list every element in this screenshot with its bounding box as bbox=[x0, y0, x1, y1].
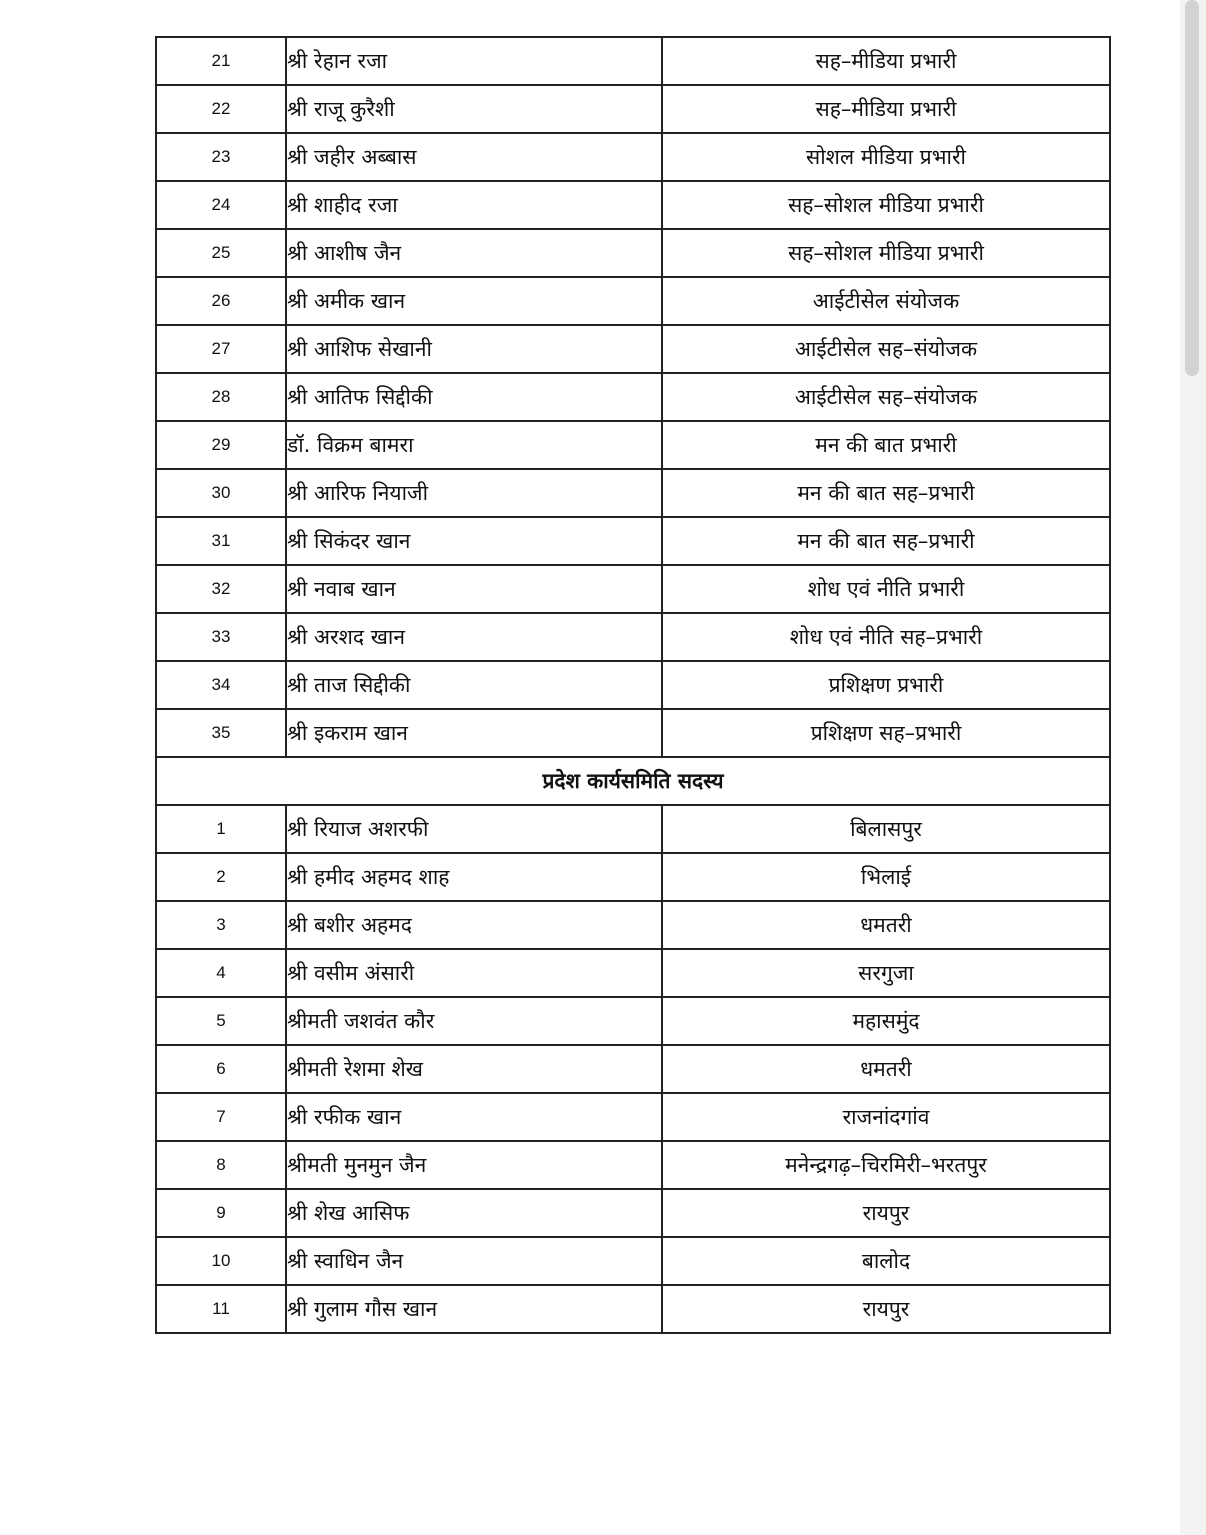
member-name: श्रीमती रेशमा शेख bbox=[286, 1045, 662, 1093]
serial-number: 7 bbox=[156, 1093, 286, 1141]
table-row bbox=[156, 1237, 1110, 1285]
member-place: धमतरी bbox=[662, 901, 1110, 949]
member-place: राजनांदगांव bbox=[662, 1093, 1110, 1141]
table-row bbox=[156, 373, 1110, 421]
member-name: श्री अरशद खान bbox=[286, 613, 662, 661]
member-place: सरगुजा bbox=[662, 949, 1110, 997]
member-post: मन की बात सह–प्रभारी bbox=[662, 517, 1110, 565]
section-heading: प्रदेश कार्यसमिति सदस्य bbox=[156, 757, 1110, 805]
member-post: शोध एवं नीति सह–प्रभारी bbox=[662, 613, 1110, 661]
table-row bbox=[156, 805, 1110, 853]
table-row bbox=[156, 229, 1110, 277]
serial-number: 22 bbox=[156, 85, 286, 133]
serial-number: 25 bbox=[156, 229, 286, 277]
member-name: श्री आरिफ नियाजी bbox=[286, 469, 662, 517]
member-name: श्री वसीम अंसारी bbox=[286, 949, 662, 997]
member-list-table bbox=[155, 36, 1111, 1334]
member-name: श्री आशीष जैन bbox=[286, 229, 662, 277]
table-row bbox=[156, 1189, 1110, 1237]
member-place: रायपुर bbox=[662, 1285, 1110, 1333]
member-name: श्री रियाज अशरफी bbox=[286, 805, 662, 853]
member-post: सह–मीडिया प्रभारी bbox=[662, 37, 1110, 85]
member-name: श्री जहीर अब्बास bbox=[286, 133, 662, 181]
member-name: श्री बशीर अहमद bbox=[286, 901, 662, 949]
serial-number: 33 bbox=[156, 613, 286, 661]
member-name: श्री आतिफ सिद्दीकी bbox=[286, 373, 662, 421]
table-row bbox=[156, 709, 1110, 757]
table-row bbox=[156, 85, 1110, 133]
table-row bbox=[156, 469, 1110, 517]
serial-number: 9 bbox=[156, 1189, 286, 1237]
table-row bbox=[156, 613, 1110, 661]
member-place: धमतरी bbox=[662, 1045, 1110, 1093]
serial-number: 11 bbox=[156, 1285, 286, 1333]
member-post: सोशल मीडिया प्रभारी bbox=[662, 133, 1110, 181]
member-post: प्रशिक्षण प्रभारी bbox=[662, 661, 1110, 709]
member-post: मन की बात प्रभारी bbox=[662, 421, 1110, 469]
serial-number: 28 bbox=[156, 373, 286, 421]
serial-number: 35 bbox=[156, 709, 286, 757]
serial-number: 21 bbox=[156, 37, 286, 85]
table-row bbox=[156, 997, 1110, 1045]
table-row bbox=[156, 1141, 1110, 1189]
member-name: श्री सिकंदर खान bbox=[286, 517, 662, 565]
table-row bbox=[156, 1093, 1110, 1141]
serial-number: 26 bbox=[156, 277, 286, 325]
section-heading-row bbox=[156, 757, 1110, 805]
member-name: श्री इकराम खान bbox=[286, 709, 662, 757]
member-name: श्रीमती मुनमुन जैन bbox=[286, 1141, 662, 1189]
serial-number: 1 bbox=[156, 805, 286, 853]
serial-number: 2 bbox=[156, 853, 286, 901]
member-place: भिलाई bbox=[662, 853, 1110, 901]
member-post: शोध एवं नीति प्रभारी bbox=[662, 565, 1110, 613]
serial-number: 29 bbox=[156, 421, 286, 469]
member-name: श्री गुलाम गौस खान bbox=[286, 1285, 662, 1333]
serial-number: 8 bbox=[156, 1141, 286, 1189]
member-place: बिलासपुर bbox=[662, 805, 1110, 853]
table-row bbox=[156, 421, 1110, 469]
member-name: डॉ. विक्रम बामरा bbox=[286, 421, 662, 469]
table-row bbox=[156, 277, 1110, 325]
member-name: श्री शेख आसिफ bbox=[286, 1189, 662, 1237]
member-name: श्री अमीक खान bbox=[286, 277, 662, 325]
serial-number: 4 bbox=[156, 949, 286, 997]
scrollbar-thumb[interactable] bbox=[1185, 0, 1199, 376]
member-name: श्री रफीक खान bbox=[286, 1093, 662, 1141]
table-row bbox=[156, 181, 1110, 229]
member-post: सह–सोशल मीडिया प्रभारी bbox=[662, 229, 1110, 277]
vertical-scrollbar[interactable] bbox=[1180, 0, 1206, 1535]
serial-number: 30 bbox=[156, 469, 286, 517]
table-row bbox=[156, 325, 1110, 373]
member-name: श्री राजू कुरैशी bbox=[286, 85, 662, 133]
table-row bbox=[156, 133, 1110, 181]
serial-number: 32 bbox=[156, 565, 286, 613]
serial-number: 10 bbox=[156, 1237, 286, 1285]
serial-number: 24 bbox=[156, 181, 286, 229]
table-row bbox=[156, 901, 1110, 949]
table-row bbox=[156, 661, 1110, 709]
serial-number: 5 bbox=[156, 997, 286, 1045]
serial-number: 3 bbox=[156, 901, 286, 949]
table-row bbox=[156, 37, 1110, 85]
serial-number: 23 bbox=[156, 133, 286, 181]
table-row bbox=[156, 565, 1110, 613]
serial-number: 27 bbox=[156, 325, 286, 373]
member-name: श्री आशिफ सेखानी bbox=[286, 325, 662, 373]
table-row bbox=[156, 1045, 1110, 1093]
member-place: मनेन्द्रगढ़–चिरमिरी–भरतपुर bbox=[662, 1141, 1110, 1189]
member-name: श्री हमीद अहमद शाह bbox=[286, 853, 662, 901]
member-place: रायपुर bbox=[662, 1189, 1110, 1237]
member-name: श्री स्वाधिन जैन bbox=[286, 1237, 662, 1285]
serial-number: 31 bbox=[156, 517, 286, 565]
member-post: आईटीसेल सह–संयोजक bbox=[662, 373, 1110, 421]
serial-number: 6 bbox=[156, 1045, 286, 1093]
serial-number: 34 bbox=[156, 661, 286, 709]
table-row bbox=[156, 949, 1110, 997]
member-name: श्रीमती जशवंत कौर bbox=[286, 997, 662, 1045]
member-place: बालोद bbox=[662, 1237, 1110, 1285]
member-post: सह–सोशल मीडिया प्रभारी bbox=[662, 181, 1110, 229]
member-post: आईटीसेल संयोजक bbox=[662, 277, 1110, 325]
member-place: महासमुंद bbox=[662, 997, 1110, 1045]
table-row bbox=[156, 517, 1110, 565]
member-name: श्री नवाब खान bbox=[286, 565, 662, 613]
member-name: श्री ताज सिद्दीकी bbox=[286, 661, 662, 709]
member-post: प्रशिक्षण सह–प्रभारी bbox=[662, 709, 1110, 757]
member-post: मन की बात सह–प्रभारी bbox=[662, 469, 1110, 517]
member-name: श्री रेहान रजा bbox=[286, 37, 662, 85]
table-row bbox=[156, 1285, 1110, 1333]
member-name: श्री शाहीद रजा bbox=[286, 181, 662, 229]
member-post: आईटीसेल सह–संयोजक bbox=[662, 325, 1110, 373]
table-row bbox=[156, 853, 1110, 901]
member-post: सह–मीडिया प्रभारी bbox=[662, 85, 1110, 133]
